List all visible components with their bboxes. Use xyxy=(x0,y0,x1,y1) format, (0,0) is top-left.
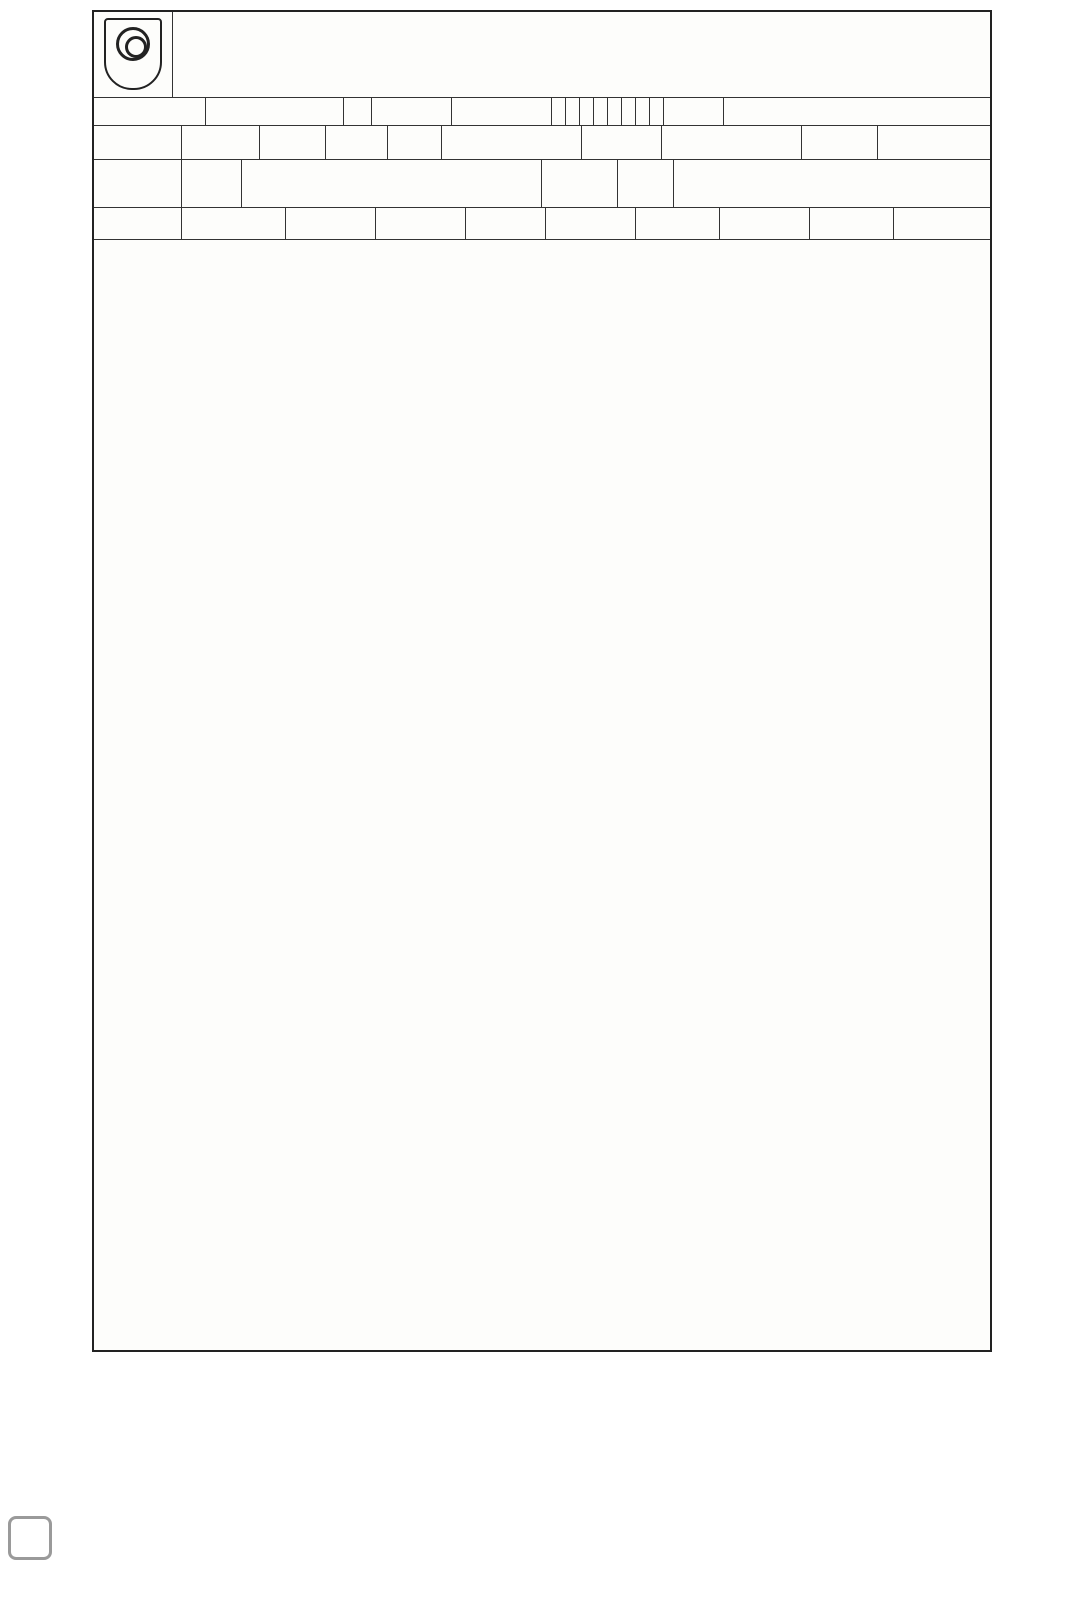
women-mark xyxy=(344,98,372,125)
venue-label xyxy=(582,126,662,159)
title-row xyxy=(94,12,990,98)
after7m-label xyxy=(810,208,894,239)
team-a-section xyxy=(94,240,990,714)
team-b-label xyxy=(542,160,618,207)
match-report-sheet xyxy=(92,10,992,1352)
competition-row xyxy=(94,98,990,126)
time-value xyxy=(326,126,388,159)
date-label xyxy=(94,126,182,159)
match-no-digit-2 xyxy=(650,98,664,125)
comp-name-label xyxy=(664,98,724,125)
rss-logo xyxy=(104,18,162,90)
camscanner-footer xyxy=(8,1516,60,1560)
spectators-label xyxy=(802,126,878,159)
officials-section xyxy=(94,1198,990,1350)
ot2-label xyxy=(636,208,720,239)
place-value xyxy=(442,126,582,159)
time-label xyxy=(260,126,326,159)
camscanner-logo-icon xyxy=(8,1516,52,1560)
half-value xyxy=(376,208,466,239)
venue-value xyxy=(662,126,802,159)
spectators-value xyxy=(878,126,990,159)
handball-icon xyxy=(116,27,150,61)
match-no-label xyxy=(452,98,552,125)
result-value xyxy=(182,208,286,239)
result-row xyxy=(94,208,990,240)
place-label xyxy=(388,126,442,159)
competition-name xyxy=(724,98,990,125)
half-label xyxy=(286,208,376,239)
match-no-digit-1 xyxy=(636,98,650,125)
date-value xyxy=(182,126,260,159)
teams-row xyxy=(94,160,990,208)
women-label xyxy=(372,98,452,125)
result-label xyxy=(94,208,182,239)
ot1-label xyxy=(466,208,546,239)
date-row xyxy=(94,126,990,160)
team-a-label xyxy=(94,160,182,207)
men-label xyxy=(206,98,344,125)
competition-label xyxy=(94,98,206,125)
team-b-section xyxy=(94,714,990,1194)
